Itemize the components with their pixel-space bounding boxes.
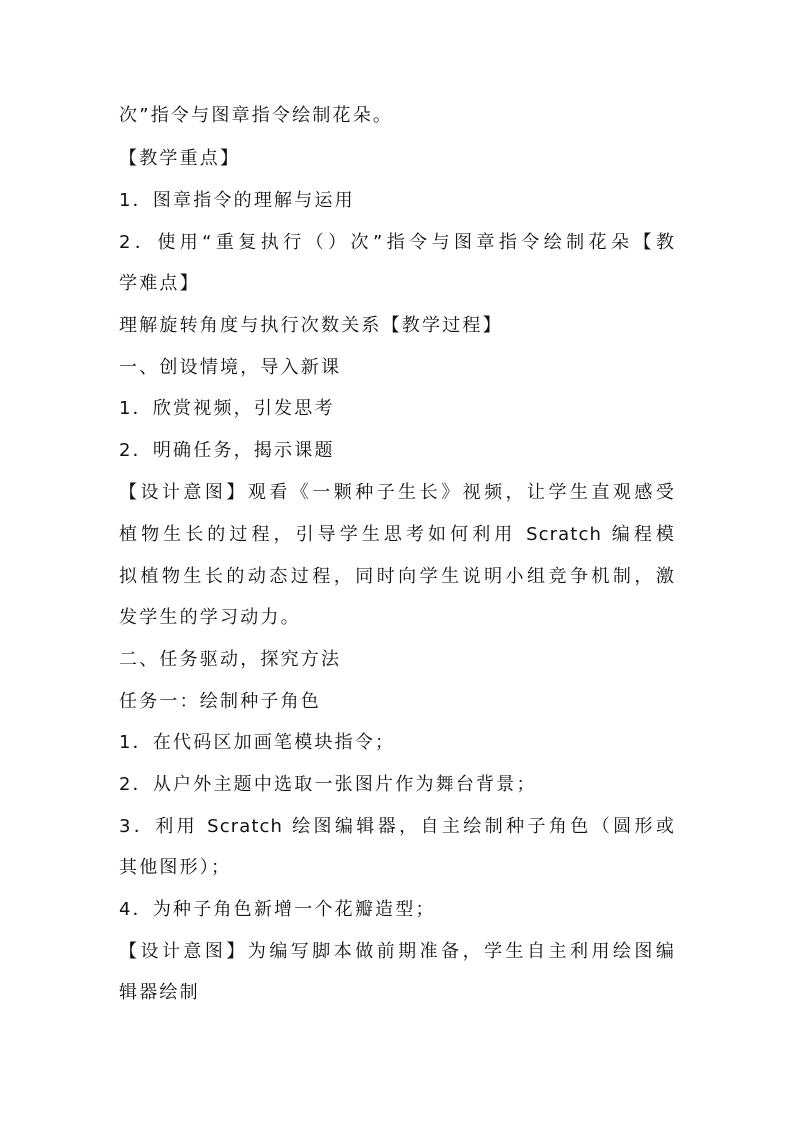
task-step-2: 2．从户外主题中选取一张图片作为舞台背景； — [119, 774, 537, 795]
task-step-3-line-1: 3．利用 Scratch 绘图编辑器，自主绘制种子角色（圆形或 — [119, 816, 675, 837]
task-step-1: 1．在代码区加画笔模块指令； — [119, 732, 396, 753]
text-line-4: 2．使用“重复执行（）次”指令与图章指令绘制花朵【教 — [119, 232, 675, 253]
section-heading-scenario: 一、创设情境，导入新课 — [119, 357, 342, 378]
design-intent-line-2: 植物生长的过程，引导学生思考如何利用 Scratch 编程模 — [119, 524, 675, 545]
design-intent-line-4: 发学生的学习动力。 — [119, 607, 301, 628]
task-step-3-line-2: 其他图形）； — [119, 857, 232, 878]
text-line-5: 学难点】 — [119, 273, 200, 294]
section-heading-task-driven: 二、任务驱动，探究方法 — [119, 649, 342, 670]
design-intent-task-line-2: 辑器绘制 — [119, 982, 200, 1003]
section-heading-teaching-focus: 【教学重点】 — [119, 148, 241, 169]
task-step-4: 4．为种子角色新增一个花瓣造型； — [119, 899, 436, 920]
text-line-1: 次”指令与图章指令绘制花朵。 — [119, 105, 394, 126]
text-line-8: 1．欣赏视频，引发思考 — [119, 398, 335, 419]
text-line-6: 理解旋转角度与执行次数关系【教学过程】 — [119, 315, 503, 336]
design-intent-line-1: 【设计意图】观看《一颗种子生长》视频，让学生直观感受 — [119, 482, 675, 503]
text-line-9: 2．明确任务，揭示课题 — [119, 440, 335, 461]
design-intent-line-3: 拟植物生长的动态过程，同时向学生说明小组竞争机制，激 — [119, 566, 675, 587]
text-line-3: 1．图章指令的理解与运用 — [119, 190, 355, 211]
task-one-heading: 任务一：绘制种子角色 — [119, 691, 321, 712]
design-intent-task-line-1: 【设计意图】为编写脚本做前期准备，学生自主利用绘图编 — [119, 941, 675, 962]
